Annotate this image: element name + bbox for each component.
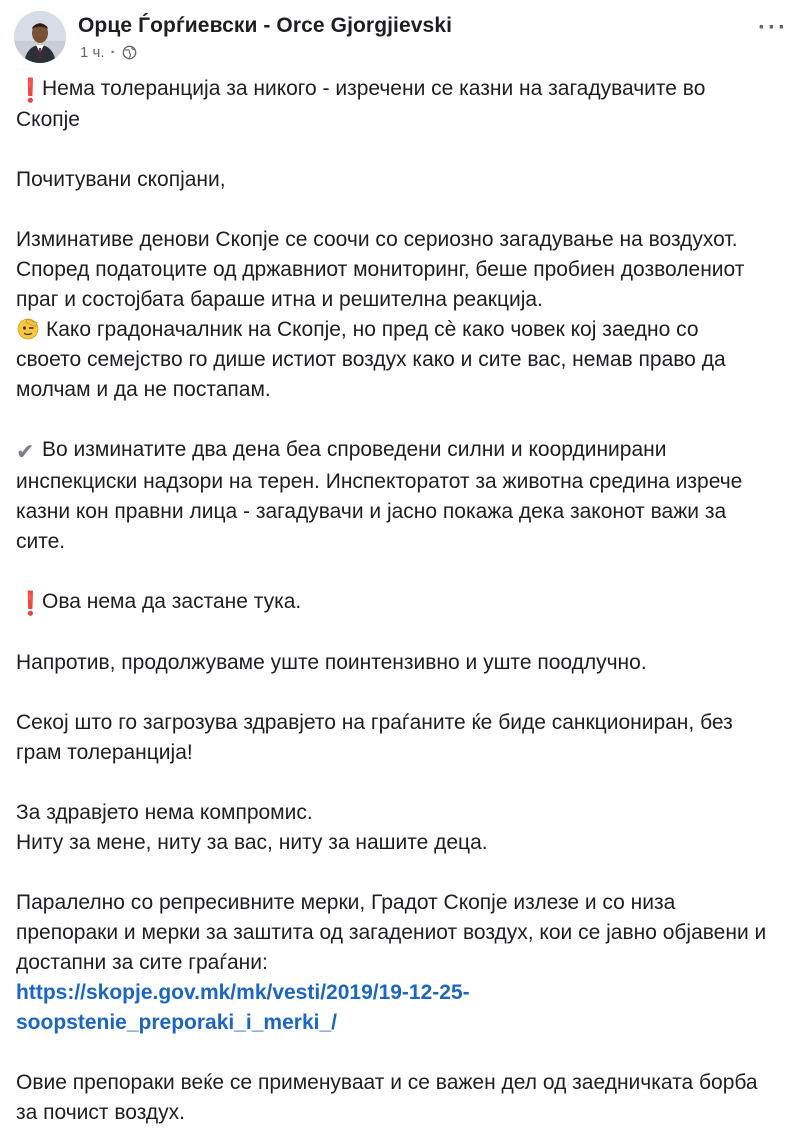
exclamation-icon: ❗ xyxy=(16,77,45,103)
body-line: казни кон правни лица - загадувачи и јасно покажа дека законот важи за xyxy=(16,500,727,523)
author-name[interactable]: Орце Ѓорѓиевски - Orce Gjorgjievski xyxy=(78,14,453,37)
body-line: инспекциски надзори на терен. Инспекторатот за животна средина изрече xyxy=(16,470,743,493)
body-line: Ова нема да застане тука. xyxy=(42,590,302,613)
meta-separator: · xyxy=(110,44,116,61)
avatar-photo xyxy=(14,11,66,63)
post-body xyxy=(16,74,790,1128)
paragraph-headline xyxy=(16,74,790,135)
body-line: сите. xyxy=(16,530,66,553)
body-line: Напротив, продолжуваме уште поинтензивно и уште поодлучно. xyxy=(16,651,647,674)
body-line: Според податоците од државниот мониторинг, беше пробиен дозволениот xyxy=(16,258,745,281)
body-line: достапни за сите граѓани: xyxy=(16,951,268,974)
recommendations-link[interactable]: https://skopje.gov.mk/mk/vesti/2019/19-12-25-soopstenie_preporaki_i_merki_/ xyxy=(16,981,470,1034)
body-line: Изминативе денови Скопје се соочи со сериозно загадување на воздухот. xyxy=(16,228,738,251)
body-line: Во изминатите два дена беа спроведени силни и координирани xyxy=(42,438,667,461)
headline-text-cont: Скопје xyxy=(16,108,80,131)
paragraph-situation xyxy=(16,225,790,405)
paragraph-greeting xyxy=(16,165,790,195)
body-line: своето семејство го дише истиот воздух како и сите вас, немав право да xyxy=(16,348,726,371)
body-line: за почист воздух. xyxy=(16,1101,185,1124)
body-line: За здравјето нема компромис. xyxy=(16,801,313,824)
body-line: праг и состојбата бараше итна и решителна реакција. xyxy=(16,288,543,311)
exclamation-icon: ❗ xyxy=(16,590,45,616)
globe-icon xyxy=(122,45,137,60)
paragraph-sanction xyxy=(16,708,790,768)
paragraph-no-compromise xyxy=(16,798,790,858)
body-line: Овие препораки веќе се применуваат и се важен дел од заедничката борба xyxy=(16,1071,758,1094)
more-options-button[interactable]: ··· xyxy=(758,14,788,41)
body-line: молчам и да не постапам. xyxy=(16,378,271,401)
check-mark-icon: ✔ xyxy=(16,439,35,464)
body-line: Ниту за мене, ниту за вас, ниту за нашите деца. xyxy=(16,831,488,854)
paragraph-recommendations xyxy=(16,888,790,1038)
author-avatar[interactable] xyxy=(14,11,66,63)
body-line: Како градоначалник на Скопје, но пред сѐ како човек кој заедно со xyxy=(46,318,699,341)
greeting-text: Почитувани скопјани, xyxy=(16,168,226,191)
saluting-face-icon xyxy=(16,316,40,340)
paragraph-continue xyxy=(16,648,790,678)
post-timestamp[interactable]: 1 ч. xyxy=(80,44,105,61)
body-line: препораки и мерки за заштита од загадениот воздух, кои се јавно објавени и xyxy=(16,921,767,944)
body-line: грам толеранција! xyxy=(16,741,193,764)
body-line: Паралелно со репресивните мерки, Градот Скопје излезе и со низа xyxy=(16,891,676,914)
paragraph-inspections xyxy=(16,435,790,557)
body-line: Секој што го загрозува здравјето на граѓаните ќе биде санкциониран, без xyxy=(16,711,733,734)
paragraph-closing xyxy=(16,1068,790,1128)
paragraph-not-stop xyxy=(16,587,790,618)
post-meta xyxy=(80,44,137,61)
headline-text: Нема толеранција за никого - изречени се казни на загадувачите во xyxy=(42,77,706,100)
